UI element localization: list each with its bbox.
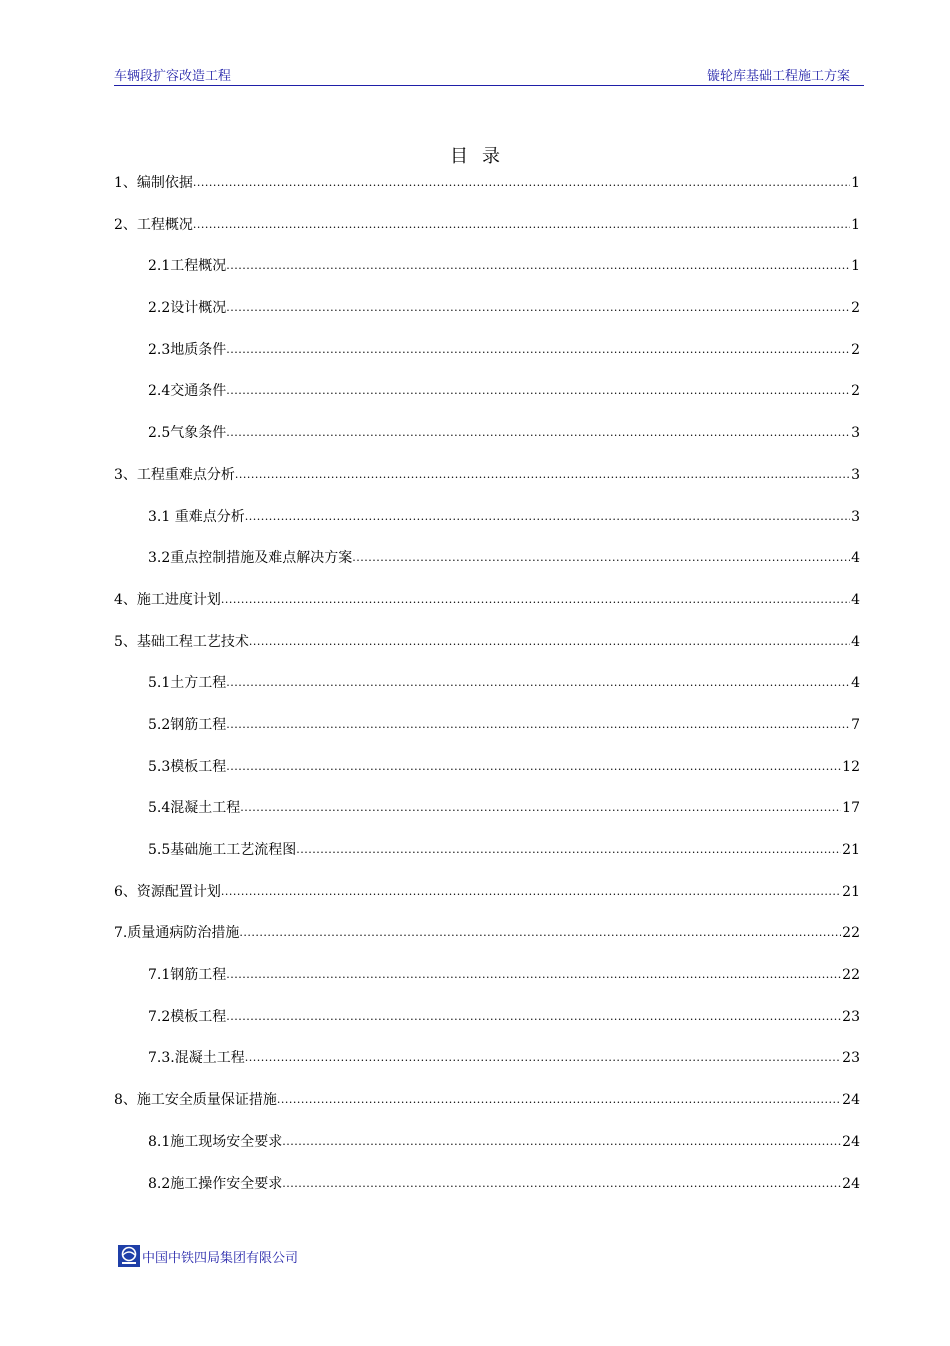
toc-entry-page-number: 4 <box>851 675 860 692</box>
toc-entry[interactable] <box>114 840 860 882</box>
toc-entry[interactable] <box>114 923 860 965</box>
toc-entry-label: 7.质量通病防治措施 <box>114 925 240 942</box>
toc-entry-page-number: 4 <box>851 550 860 567</box>
toc-entry[interactable] <box>114 757 860 799</box>
toc-dot-leader <box>226 426 850 440</box>
toc-entry-label: 2.3地质条件 <box>148 341 227 358</box>
toc-dot-leader <box>226 343 850 357</box>
toc-entry-page-number: 2 <box>851 383 860 400</box>
toc-entry-page-number: 2 <box>851 341 860 358</box>
toc-entry-label: 3、工程重难点分析 <box>114 466 235 483</box>
header-project-name: 车辆段扩容改造工程 <box>114 69 232 84</box>
toc-dot-leader <box>239 926 841 940</box>
toc-dot-leader <box>221 593 850 607</box>
toc-entry-label: 2.4交通条件 <box>148 383 227 400</box>
toc-entry-label: 3.2重点控制措施及难点解决方案 <box>148 550 353 567</box>
toc-entry-page-number: 24 <box>842 1175 860 1192</box>
toc-entry-label: 4、施工进度计划 <box>114 591 221 608</box>
toc-entry-label: 1、编制依据 <box>114 175 193 191</box>
page-footer <box>118 1244 298 1268</box>
toc-entry-page-number: 4 <box>851 591 860 608</box>
toc-entry-label: 7.3.混凝土工程 <box>148 1050 245 1067</box>
toc-dot-leader <box>226 718 850 732</box>
toc-entry-page-number: 23 <box>842 1008 860 1025</box>
toc-entry-label: 5.4混凝土工程 <box>148 800 241 817</box>
toc-entry[interactable] <box>114 673 860 715</box>
toc-dot-leader <box>240 801 841 815</box>
toc-entry-label: 2.5气象条件 <box>148 425 227 442</box>
toc-entry-label: 2、工程概况 <box>114 216 193 233</box>
toc-entry-page-number: 22 <box>842 967 860 984</box>
toc-entry[interactable] <box>114 465 860 507</box>
toc-entry[interactable] <box>114 1174 860 1216</box>
crec-logo-icon <box>118 1245 140 1267</box>
toc-entry-page-number: 17 <box>842 800 860 817</box>
toc-dot-leader <box>282 1177 841 1191</box>
toc-entry-label: 5.3模板工程 <box>148 758 227 775</box>
toc-entry[interactable] <box>114 340 860 382</box>
toc-entry-page-number: 23 <box>842 1050 860 1067</box>
toc-entry-label: 5、基础工程工艺技术 <box>114 633 249 650</box>
toc-dot-leader <box>282 1135 841 1149</box>
toc-title: 目录 <box>450 146 514 167</box>
toc-entry[interactable] <box>114 632 860 674</box>
toc-entry-page-number: 12 <box>842 758 860 775</box>
page-header <box>114 68 864 86</box>
toc-dot-leader <box>226 384 850 398</box>
toc-entry-page-number: 1 <box>851 175 860 191</box>
footer-company-name: 中国中铁四局集团有限公司 <box>142 1250 299 1266</box>
toc-entry-label: 5.2钢筋工程 <box>148 716 227 733</box>
toc-entry[interactable] <box>114 381 860 423</box>
toc-entry-page-number: 24 <box>842 1092 860 1109</box>
toc-entry[interactable] <box>114 1090 860 1132</box>
toc-entry-label: 3.1 重难点分析 <box>148 508 245 525</box>
toc-dot-leader <box>226 259 850 273</box>
toc-dot-leader <box>226 676 850 690</box>
toc-entry[interactable] <box>114 882 860 924</box>
toc-entry-page-number: 3 <box>851 466 860 483</box>
toc-dot-leader <box>352 551 850 565</box>
toc-entry-label: 8.2施工操作安全要求 <box>148 1175 283 1192</box>
toc-entry-page-number: 2 <box>851 300 860 317</box>
toc-entry[interactable] <box>114 507 860 549</box>
toc-entry[interactable] <box>114 1132 860 1174</box>
toc-dot-leader <box>221 885 841 899</box>
toc-dot-leader <box>226 301 850 315</box>
toc-entry-page-number: 7 <box>851 716 860 733</box>
toc-entry-page-number: 24 <box>842 1133 860 1150</box>
toc-entry[interactable] <box>114 1048 860 1090</box>
toc-entry-label: 8.1施工现场安全要求 <box>148 1133 283 1150</box>
toc-entry[interactable] <box>114 256 860 298</box>
toc-entry-label: 5.1土方工程 <box>148 675 227 692</box>
toc-entry-page-number: 1 <box>851 216 860 233</box>
toc-entry-label: 2.1工程概况 <box>148 258 227 275</box>
table-of-contents <box>114 173 860 1215</box>
toc-entry[interactable] <box>114 715 860 757</box>
header-document-title: 镟轮库基础工程施工方案 <box>706 69 850 84</box>
toc-entry-page-number: 1 <box>851 258 860 275</box>
toc-entry-page-number: 4 <box>851 633 860 650</box>
toc-entry-label: 2.2设计概况 <box>148 300 227 317</box>
toc-dot-leader <box>245 1051 841 1065</box>
toc-dot-leader <box>245 510 850 524</box>
toc-entry-page-number: 22 <box>842 925 860 942</box>
toc-entry-page-number: 21 <box>842 883 860 900</box>
toc-dot-leader <box>226 1010 841 1024</box>
toc-dot-leader <box>277 1093 841 1107</box>
toc-entry-page-number: 3 <box>851 508 860 525</box>
toc-dot-leader <box>296 843 841 857</box>
toc-dot-leader <box>226 760 841 774</box>
toc-dot-leader <box>249 635 850 649</box>
toc-dot-leader <box>235 468 850 482</box>
toc-entry-label: 6、资源配置计划 <box>114 883 221 900</box>
toc-entry-page-number: 21 <box>842 842 860 858</box>
toc-entry-label: 7.1钢筋工程 <box>148 967 227 984</box>
toc-dot-leader <box>226 968 841 982</box>
toc-entry[interactable] <box>114 548 860 590</box>
toc-entry[interactable] <box>114 1007 860 1049</box>
toc-entry[interactable] <box>114 798 860 840</box>
toc-entry[interactable] <box>114 173 860 215</box>
toc-entry[interactable] <box>114 590 860 632</box>
toc-dot-leader <box>193 218 850 232</box>
toc-entry-page-number: 3 <box>851 425 860 442</box>
toc-entry-label: 7.2模板工程 <box>148 1008 227 1025</box>
toc-entry[interactable] <box>114 298 860 340</box>
toc-entry[interactable] <box>114 215 860 257</box>
toc-dot-leader <box>193 176 850 190</box>
toc-entry-label: 8、施工安全质量保证措施 <box>114 1092 277 1109</box>
toc-entry[interactable] <box>114 423 860 465</box>
toc-entry[interactable] <box>114 965 860 1007</box>
toc-entry-label: 5.5基础施工工艺流程图 <box>148 842 297 858</box>
